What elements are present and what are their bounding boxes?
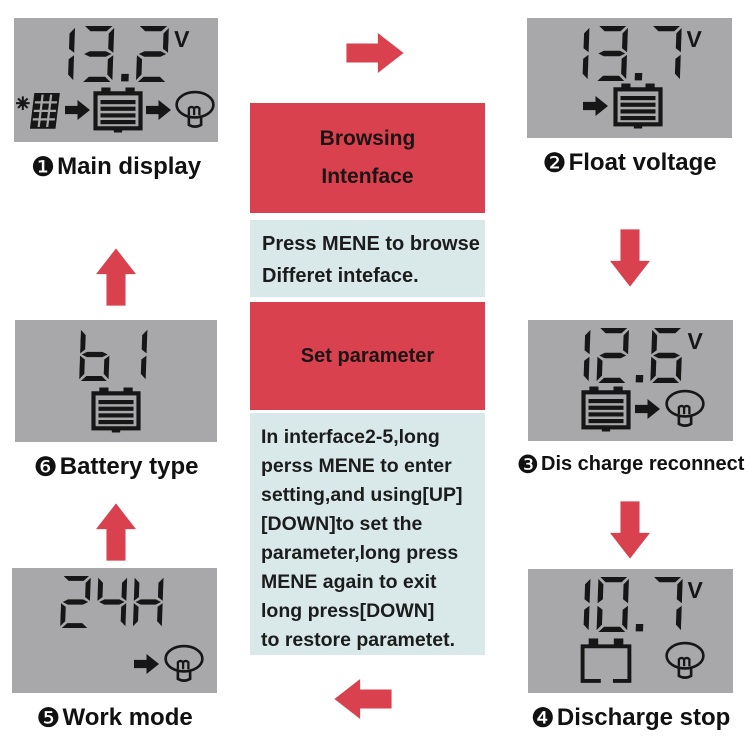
set-note-line: to restore parametet. <box>261 629 455 651</box>
seven-segment-display <box>22 328 210 381</box>
lcd-icon-row <box>22 87 210 133</box>
panel-caption-text: Discharge stop <box>556 704 731 731</box>
lcd-screen-discharge-stop <box>528 569 733 693</box>
panel-caption <box>531 704 731 732</box>
lcd-icon-row <box>23 387 209 433</box>
step-number-badge: ❻ <box>33 451 58 483</box>
browsing-title-line2: Intenface <box>321 165 414 188</box>
lcd-screen-main-display <box>14 18 218 142</box>
battery-empty-icon <box>580 638 632 684</box>
set-parameter-note-box <box>250 413 485 655</box>
step-number-badge: ❷ <box>542 147 567 179</box>
arrow-right-icon <box>635 398 660 420</box>
panel-caption-text: Battery type <box>59 453 199 480</box>
set-note-line: In interface2-5,long <box>261 426 440 448</box>
seven-segment-display <box>535 577 726 632</box>
panel-work-mode <box>12 568 217 732</box>
arrow-right-icon <box>134 653 159 675</box>
browsing-interface-title-box <box>250 103 485 213</box>
bulb-icon <box>163 644 205 684</box>
set-parameter-title-box <box>250 302 485 410</box>
arrow-right-icon <box>65 99 90 121</box>
set-note-line: perss MENE to enter <box>261 455 452 477</box>
seven-segment-display <box>19 576 210 628</box>
bulb-icon <box>664 641 706 681</box>
voltage-unit-label: V <box>686 577 704 603</box>
panel-discharge-reconnect <box>516 320 745 479</box>
flow-arrow-down-icon <box>610 501 650 559</box>
bulb-icon <box>664 389 706 429</box>
step-number-badge: ❸ <box>516 450 539 479</box>
panel-discharge-stop <box>528 569 733 732</box>
lcd-icon-row <box>562 386 725 432</box>
panel-caption-text: Work mode <box>62 704 193 731</box>
set-note-line: long press[DOWN] <box>261 600 435 622</box>
panel-caption <box>517 452 745 477</box>
battery-full-icon <box>581 386 631 432</box>
arrow-right-icon <box>146 99 171 121</box>
voltage-unit-label: V <box>686 328 704 354</box>
panel-caption <box>31 153 201 181</box>
set-note-line: setting,and using[UP] <box>261 484 463 506</box>
step-number-badge: ❶ <box>30 151 56 183</box>
lcd-screen-discharge-reconnect <box>528 320 733 441</box>
battery-full-icon <box>613 83 663 129</box>
lcd-icon-row <box>560 638 725 684</box>
seven-segment-display <box>534 26 725 81</box>
flow-arrow-left-icon <box>334 679 392 719</box>
lcd-screen-float-voltage <box>527 18 732 138</box>
segment-value <box>558 577 683 632</box>
panel-caption-text: Dis charge reconnect <box>541 453 745 475</box>
flow-arrow-down-icon <box>610 229 650 287</box>
arrow-right-icon <box>583 95 608 117</box>
seven-segment-display <box>535 328 726 383</box>
panel-caption <box>34 453 199 481</box>
step-number-badge: ❺ <box>36 702 61 734</box>
panel-caption-text: Main display <box>57 153 202 180</box>
set-note-line: parameter,long press <box>261 542 459 564</box>
flow-arrow-right-icon <box>346 33 404 73</box>
browsing-title-line1: Browsing <box>319 127 416 150</box>
set-note-line: [DOWN]to set the <box>261 513 423 535</box>
panel-caption <box>36 704 192 732</box>
panel-caption <box>542 149 716 177</box>
panel-main-display <box>14 18 218 181</box>
segment-value <box>557 26 682 81</box>
step-number-badge: ❹ <box>530 702 555 734</box>
panel-float-voltage <box>527 18 732 177</box>
sun-panel-icon <box>16 88 62 132</box>
browsing-note-box <box>250 220 485 297</box>
segment-value <box>42 26 169 82</box>
lcd-screen-battery-type <box>15 320 217 442</box>
panel-battery-type <box>15 320 217 481</box>
bulb-icon <box>174 90 216 130</box>
panel-caption-text: Float voltage <box>568 149 717 176</box>
browsing-note-line1: Press MENE to browse <box>262 233 480 255</box>
lcd-icon-row <box>535 83 710 129</box>
lcd-icon-row <box>20 644 209 684</box>
flow-arrow-up-icon <box>96 248 136 306</box>
voltage-unit-label: V <box>173 26 190 52</box>
segment-value <box>558 328 683 383</box>
battery-full-icon <box>93 87 143 133</box>
set-note-line: MENE again to exit <box>261 571 437 593</box>
lcd-screen-work-mode <box>12 568 217 693</box>
segment-value <box>79 328 147 381</box>
flow-arrow-up-icon <box>96 503 136 561</box>
battery-full-icon <box>91 387 141 433</box>
segment-value <box>60 576 164 628</box>
seven-segment-display <box>21 26 211 82</box>
browsing-note-line2: Differet inteface. <box>262 265 419 287</box>
set-parameter-title: Set parameter <box>300 344 435 367</box>
voltage-unit-label: V <box>685 26 703 52</box>
